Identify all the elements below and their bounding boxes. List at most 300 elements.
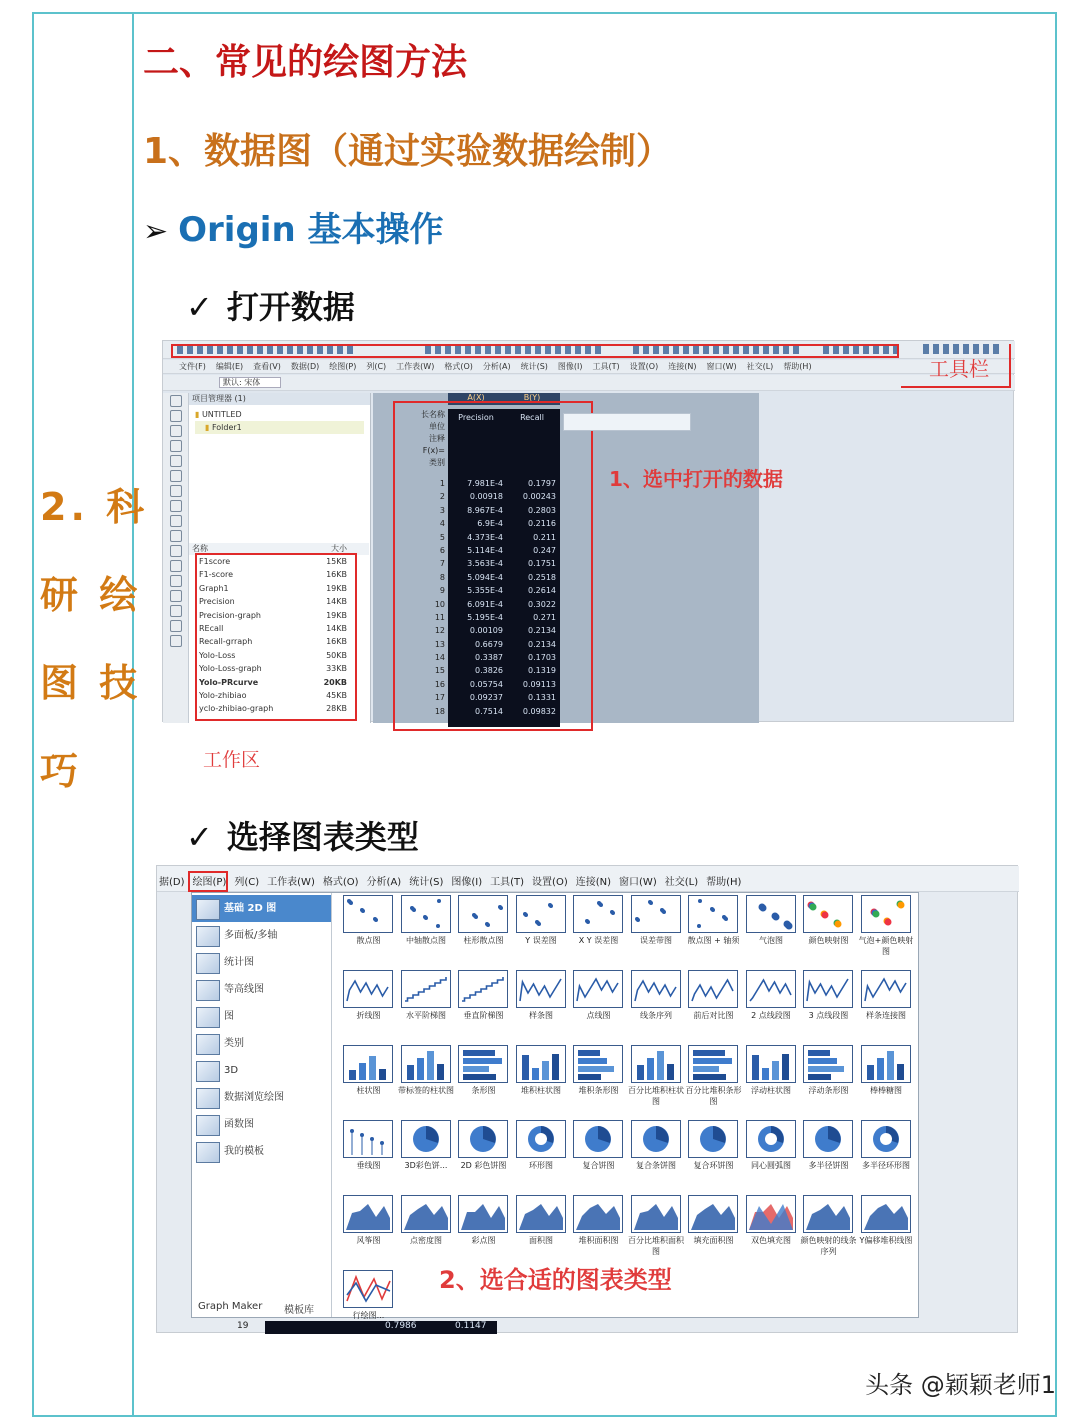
chart-type-14[interactable]	[513, 968, 570, 1038]
draw-data-icon[interactable]	[170, 500, 182, 512]
chart-thumbnail	[516, 1045, 566, 1083]
attribute-label: F(x)=	[422, 446, 445, 455]
chart-type-label: 面积图	[529, 1236, 553, 1245]
side-title-line: 研 绘	[40, 573, 142, 617]
chart-type-label: 前后对比图	[693, 1011, 734, 1020]
cell-precision: 0.00109	[469, 626, 503, 636]
col-name: 名称	[192, 544, 208, 553]
data-selector-icon[interactable]	[170, 470, 182, 482]
chart-thumbnail	[516, 970, 566, 1008]
chart-thumbnail	[803, 1120, 853, 1158]
chart-type-label: 样条图	[529, 1011, 553, 1020]
template-library-button[interactable]: 模板库	[284, 1305, 314, 1316]
chart-type-label: 浮动条形图	[808, 1086, 849, 1095]
row-number: 2	[439, 492, 445, 502]
chart-type-23[interactable]	[455, 1043, 512, 1113]
chart-type-label: 百分比堆积面积图	[628, 1236, 684, 1256]
side-title-line: 2. 科	[40, 485, 149, 529]
chart-type-label: 误差带图	[640, 936, 672, 945]
chart-thumbnail	[343, 895, 393, 933]
chart-type-label: 条形图	[471, 1086, 496, 1095]
chart-type-20[interactable]	[858, 968, 915, 1038]
menu-item[interactable]: 列(C)	[366, 362, 387, 371]
chart-type-label: 堆积条形图	[578, 1086, 619, 1095]
workspace-label: 工作区	[203, 749, 261, 771]
file-name: Precision-graph	[199, 610, 261, 620]
side-title-line: 图 技	[40, 661, 142, 705]
cell-recall: 0.2614	[528, 586, 556, 596]
menu-item[interactable]: 分析(A)	[482, 362, 511, 371]
chart-type-41[interactable]	[340, 1193, 397, 1263]
chart-type-label: 垂直阶梯图	[463, 1011, 504, 1020]
menu-item[interactable]: 数据(D)	[290, 362, 320, 371]
heading-origin	[143, 202, 444, 251]
tree-root-label: UNTITLED	[201, 410, 242, 419]
chart-type-8[interactable]	[743, 893, 800, 963]
chart-thumbnail	[573, 895, 623, 933]
chart-type-label: 多半径饼图	[808, 1161, 849, 1170]
category-list	[192, 895, 331, 1165]
long-name-b: Recall	[520, 413, 544, 422]
chart-thumbnail	[803, 970, 853, 1008]
chart-type-32[interactable]	[398, 1118, 455, 1188]
chart-type-label: 散点图	[356, 936, 381, 945]
step-choose-chart-text: 选择图表类型	[226, 818, 419, 856]
cell-precision: 7.981E-4	[467, 479, 503, 488]
file-size: 14KB	[326, 623, 347, 633]
annotation-choose-chart: 2、选合适的图表类型	[439, 1266, 672, 1294]
cell-recall: 0.2134	[528, 639, 556, 649]
folder-icon: ▮	[195, 410, 200, 419]
rect-tool-icon[interactable]	[170, 560, 182, 572]
file-size: 50KB	[326, 650, 347, 660]
chart-type-label: 彩点图	[471, 1236, 496, 1245]
menu-item[interactable]: 窗口(W)	[706, 362, 737, 371]
chart-type-label: 同心圆弧图	[751, 1161, 791, 1170]
attribute-label: 类别	[429, 458, 445, 467]
chart-type-4[interactable]	[513, 893, 570, 963]
chart-type-19[interactable]	[800, 968, 857, 1038]
chart-thumbnail	[688, 1195, 738, 1233]
file-size: 33KB	[326, 664, 347, 674]
row-number: 14	[434, 653, 445, 663]
chart-thumbnail	[458, 895, 508, 933]
file-size: 28KB	[326, 704, 347, 714]
menu-bar	[157, 866, 1019, 892]
legend-icon[interactable]	[170, 605, 182, 617]
chart-type-26[interactable]	[628, 1043, 685, 1113]
chart-type-43[interactable]	[455, 1193, 512, 1263]
chart-type-25[interactable]	[570, 1043, 627, 1113]
chart-type-3[interactable]	[455, 893, 512, 963]
row-value-b: 0.1147	[455, 1321, 487, 1331]
annotation-icon[interactable]	[170, 590, 182, 602]
chart-thumbnail	[458, 1195, 508, 1233]
row-number: 13	[434, 639, 445, 649]
lock-icon[interactable]	[170, 635, 182, 647]
row-number: 4	[439, 519, 445, 529]
chart-type-label: 散点图 + 轴须	[687, 936, 740, 945]
chart-type-45[interactable]	[570, 1193, 627, 1263]
file-name: REcall	[199, 623, 224, 633]
menu-item[interactable]: 工作表(W)	[267, 877, 315, 888]
line-tool-icon[interactable]	[170, 545, 182, 557]
chart-type-label: 浮动柱状图	[751, 1086, 791, 1095]
file-name: Yolo-Loss	[199, 650, 236, 660]
column-header-b[interactable]: B(Y)	[523, 393, 541, 402]
text-icon[interactable]	[170, 515, 182, 527]
chart-type-22[interactable]	[398, 1043, 455, 1113]
chart-type-18[interactable]	[743, 968, 800, 1038]
menu-item[interactable]: 文件(F)	[179, 362, 206, 371]
data-reader-icon[interactable]	[170, 455, 182, 467]
menu-bar	[163, 360, 1015, 374]
menu-item[interactable]: 帮助(H)	[783, 362, 812, 371]
cell-precision: 6.9E-4	[477, 519, 503, 529]
row-number: 3	[439, 505, 445, 515]
chart-type-35[interactable]	[570, 1118, 627, 1188]
cell-recall: 0.09832	[522, 706, 556, 716]
chart-type-10[interactable]	[858, 893, 915, 963]
chart-type-29[interactable]	[800, 1043, 857, 1113]
mini-toolbar[interactable]	[563, 413, 691, 431]
chart-type-5[interactable]	[570, 893, 627, 963]
workspace-highlight	[195, 553, 357, 721]
file-size: 19KB	[326, 610, 347, 620]
row-number: 9	[439, 586, 445, 596]
scroll-icon[interactable]	[170, 440, 182, 452]
chart-type-16[interactable]	[628, 968, 685, 1038]
menu-item[interactable]: 连接(N)	[668, 362, 697, 371]
cell-recall: 0.00243	[522, 492, 556, 502]
chart-type-50[interactable]	[858, 1193, 915, 1263]
menu-item[interactable]: 分析(A)	[366, 877, 402, 888]
chart-type-6[interactable]	[628, 893, 685, 963]
chart-thumbnail	[343, 970, 393, 1008]
category-item[interactable]: 基础 2D 图	[192, 895, 331, 922]
cell-recall: 0.1319	[528, 666, 556, 676]
heading-section: 二、常见的绘图方法	[143, 42, 468, 83]
side-title	[34, 14, 149, 1415]
tree-root[interactable]	[195, 408, 364, 421]
chart-type-44[interactable]	[513, 1193, 570, 1263]
origin-workspace-screenshot	[162, 340, 1014, 771]
chart-type-36[interactable]	[628, 1118, 685, 1188]
step-choose-chart	[186, 812, 419, 858]
cell-precision: 5.355E-4	[467, 586, 503, 596]
chart-thumbnail	[631, 895, 681, 933]
chart-thumbnail	[631, 970, 681, 1008]
chart-thumbnail	[516, 1120, 566, 1158]
chart-thumbnail	[631, 1195, 681, 1233]
cell-precision: 6.091E-4	[467, 599, 503, 609]
chart-type-label: Y 误差图	[525, 936, 557, 945]
long-name-a: Precision	[458, 413, 494, 422]
chart-type-12[interactable]	[398, 968, 455, 1038]
chart-type-13[interactable]	[455, 968, 512, 1038]
region-icon[interactable]	[170, 575, 182, 587]
chart-type-47[interactable]	[685, 1193, 742, 1263]
chart-type-label: 颜色映射的线条序列	[800, 1236, 857, 1256]
menu-item[interactable]: 图像(I)	[557, 362, 583, 371]
graph-maker-button[interactable]: Graph Maker	[198, 1301, 263, 1312]
annotation-select-data: 1、选中打开的数据	[609, 467, 783, 491]
chart-thumbnail	[746, 1045, 796, 1083]
file-name: F1-score	[199, 570, 234, 580]
data-highlight	[393, 401, 593, 731]
cell-precision: 0.3826	[475, 666, 503, 676]
chart-thumbnail	[746, 1195, 796, 1233]
menu-item[interactable]: 查看(V)	[253, 362, 281, 371]
menu-item[interactable]: 窗口(W)	[619, 877, 657, 888]
menu-item[interactable]: 图像(I)	[451, 877, 483, 888]
chart-thumbnail	[861, 970, 911, 1008]
cell-recall: 0.1797	[528, 479, 556, 488]
chart-thumbnail	[401, 970, 451, 1008]
arrow-tool-icon[interactable]	[170, 530, 182, 542]
category-item[interactable]: 多面板/多轴	[192, 922, 331, 949]
cell-recall: 0.2134	[528, 626, 556, 636]
cell-precision: 5.195E-4	[467, 612, 503, 622]
chart-type-15[interactable]	[570, 968, 627, 1038]
plot-menu-screenshot	[156, 865, 1018, 1333]
chart-type-label: 填充面积图	[693, 1236, 734, 1245]
chart-thumbnail	[401, 895, 451, 933]
row-number: 10	[434, 599, 445, 609]
chart-thumbnail	[343, 1195, 393, 1233]
cell-recall: 0.1331	[528, 693, 556, 703]
cell-precision: 4.373E-4	[467, 532, 503, 542]
chart-type-label: 3 点线段图	[808, 1011, 849, 1020]
heading-origin-text: Origin 基本操作	[178, 210, 444, 250]
project-manager	[189, 393, 371, 771]
zoom-icon[interactable]	[170, 410, 182, 422]
row-number: 18	[434, 706, 445, 716]
chart-type-24[interactable]	[513, 1043, 570, 1113]
chart-thumbnail	[746, 895, 796, 933]
chart-type-2[interactable]	[398, 893, 455, 963]
cell-recall: 0.1703	[528, 653, 556, 663]
chart-type-label: 2D 彩色饼图	[460, 1161, 507, 1170]
file-name: F1score	[199, 557, 231, 566]
pointer-icon[interactable]	[170, 395, 182, 407]
chart-type-28[interactable]	[743, 1043, 800, 1113]
chart-type-7[interactable]	[685, 893, 742, 963]
menu-item[interactable]: 工作表(W)	[396, 362, 435, 371]
chart-thumbnail	[458, 1120, 508, 1158]
category-item[interactable]: 我的模板	[192, 1138, 331, 1165]
col-size: 大小	[331, 544, 347, 553]
layer-icon[interactable]	[170, 620, 182, 632]
cell-recall: 0.271	[533, 612, 556, 622]
file-size: 45KB	[326, 690, 347, 700]
chart-type-label: 风筝图	[356, 1236, 381, 1245]
step-open-data	[186, 282, 355, 328]
bottom-data-row	[237, 1321, 497, 1334]
menu-item[interactable]: 格式(O)	[444, 362, 473, 371]
cell-precision: 0.7514	[475, 706, 503, 716]
row-number: 6	[439, 545, 445, 555]
chart-type-21[interactable]	[340, 1043, 397, 1113]
project-manager-title: 项目管理器 (1)	[189, 393, 370, 405]
file-name: yclo-zhibiao-graph	[199, 704, 274, 714]
toolbar-label: 工具栏	[929, 357, 989, 381]
menu-item[interactable]: 社交(L)	[746, 362, 774, 371]
plot-gallery	[191, 892, 919, 1318]
menu-item[interactable]: 绘图(P)	[192, 877, 227, 888]
row-number: 12	[434, 626, 445, 636]
file-name: Yolo-PRcurve	[199, 677, 259, 687]
menu-item[interactable]: 格式(O)	[322, 877, 359, 888]
row-number: 17	[434, 693, 445, 703]
cell-precision: 0.09237	[469, 693, 503, 703]
chart-type-label: 颜色映射图	[808, 936, 849, 945]
chart-type-label: 环形图	[529, 1161, 553, 1170]
chart-type-label: X Y 误差图	[578, 936, 619, 945]
column-header-a[interactable]: A(X)	[467, 393, 485, 402]
side-title-line: 巧	[40, 749, 83, 793]
chart-type-label: 复合饼图	[582, 1161, 615, 1170]
chart-thumbnail	[573, 1120, 623, 1158]
format-toolbar	[163, 375, 1015, 391]
menu-item[interactable]: 据(D)	[159, 877, 185, 888]
chart-thumbnail	[516, 895, 566, 933]
chart-type-label: 气泡图	[759, 936, 783, 945]
chart-type-38[interactable]	[743, 1118, 800, 1188]
chart-type-label: 复合条饼图	[636, 1161, 676, 1170]
file-size: 16KB	[326, 637, 347, 647]
chart-type-label: 棒棒糖图	[870, 1086, 902, 1095]
folder-icon: ▮	[205, 423, 210, 432]
chart-type-label: 气泡+颜色映射图	[858, 936, 914, 956]
chart-type-label: 复合环饼图	[693, 1161, 734, 1170]
cell-recall: 0.2518	[528, 572, 556, 582]
menu-item[interactable]: 统计(S)	[409, 877, 444, 888]
chart-type-40[interactable]	[858, 1118, 915, 1188]
chart-type-label: 柱状图	[356, 1086, 381, 1095]
menu-item[interactable]: 帮助(H)	[706, 877, 742, 888]
chart-type-label: 点密度图	[410, 1236, 442, 1245]
chart-type-34[interactable]	[513, 1118, 570, 1188]
attribute-label: 长名称	[421, 410, 445, 419]
menu-item[interactable]: 绘图(P)	[329, 362, 357, 371]
font-box[interactable]: 默认: 宋体	[219, 377, 281, 388]
menu-item[interactable]: 编辑(E)	[215, 362, 244, 371]
cell-precision: 3.563E-4	[467, 559, 503, 569]
tree-folder[interactable]	[195, 421, 364, 434]
chart-type-49[interactable]	[800, 1193, 857, 1263]
file-name: Yolo-zhibiao	[199, 690, 247, 700]
chart-type-30[interactable]	[858, 1043, 915, 1113]
tree-folder-label: Folder1	[211, 423, 242, 432]
chart-type-27[interactable]	[685, 1043, 742, 1113]
chart-type-11[interactable]	[340, 968, 397, 1038]
chart-thumbnail	[803, 1195, 853, 1233]
check-icon: ✓	[186, 818, 213, 856]
zoom-icon[interactable]	[170, 425, 182, 437]
menu-item[interactable]: 连接(N)	[575, 877, 612, 888]
chart-type-label: 多半径环形图	[862, 1161, 910, 1170]
chart-type-1[interactable]	[340, 893, 397, 963]
cell-precision: 0.3387	[475, 653, 503, 663]
category-item[interactable]: 3D	[192, 1057, 331, 1084]
chart-type-46[interactable]	[628, 1193, 685, 1263]
menu-item[interactable]: 设置(O)	[532, 877, 568, 888]
chart-type-label: 百分比堆积柱状图	[628, 1086, 684, 1106]
cell-recall: 0.3022	[528, 599, 556, 609]
chart-type-label: 水平阶梯图	[406, 1011, 446, 1020]
menu-item[interactable]: 设置(O)	[629, 362, 659, 371]
chart-type-48[interactable]	[743, 1193, 800, 1263]
category-item[interactable]: 等高线图	[192, 976, 331, 1003]
chart-type-label: 折线图	[356, 1011, 381, 1020]
cell-precision: 0.6679	[475, 639, 503, 649]
chart-type-label: 中轴散点图	[406, 936, 446, 945]
chart-type-33[interactable]	[455, 1118, 512, 1188]
chart-thumbnail	[688, 895, 738, 933]
chart-thumbnail	[688, 1045, 738, 1083]
chart-type-label: 行绘图...	[352, 1311, 385, 1320]
chart-type-42[interactable]	[398, 1193, 455, 1263]
menu-item[interactable]: 工具(T)	[490, 877, 525, 888]
chart-thumbnail	[343, 1045, 393, 1083]
project-tree	[189, 405, 370, 437]
category-item[interactable]: 数据浏览绘图	[192, 1084, 331, 1111]
chart-type-9[interactable]	[800, 893, 857, 963]
file-size: 16KB	[326, 570, 347, 580]
toolbar-highlight	[171, 344, 899, 358]
category-item[interactable]: 图	[192, 1003, 331, 1030]
row-number: 5	[439, 532, 445, 542]
row-number: 15	[434, 666, 445, 676]
chart-type-label: 3D彩色饼...	[404, 1161, 448, 1170]
chart-type-label: 2 点线段图	[751, 1011, 791, 1020]
chart-thumbnail	[401, 1045, 451, 1083]
cell-recall: 0.09113	[522, 679, 556, 689]
cell-precision: 5.114E-4	[467, 545, 503, 555]
menu-item[interactable]: 工具(T)	[592, 362, 620, 371]
menu-item[interactable]: 列(C)	[234, 877, 260, 888]
row-number: 19	[237, 1321, 249, 1331]
mask-icon[interactable]	[170, 485, 182, 497]
category-item[interactable]: 函数图	[192, 1111, 331, 1138]
watermark: 头条 @颖颖老师1	[865, 1371, 1056, 1399]
cell-precision: 5.094E-4	[467, 572, 503, 582]
chart-type-37[interactable]	[685, 1118, 742, 1188]
chart-thumbnail	[573, 1045, 623, 1083]
chart-type-39[interactable]	[800, 1118, 857, 1188]
chart-thumbnail	[861, 1045, 911, 1083]
chart-thumbnail	[401, 1120, 451, 1158]
menu-item[interactable]: 社交(L)	[664, 877, 699, 888]
chart-thumbnail	[861, 1120, 911, 1158]
menu-item[interactable]: 统计(S)	[520, 362, 548, 371]
row-number: 1	[439, 479, 445, 488]
chart-thumbnail	[401, 1195, 451, 1233]
category-item[interactable]: 类别	[192, 1030, 331, 1057]
chart-type-17[interactable]	[685, 968, 742, 1038]
cell-recall: 0.1751	[528, 559, 556, 569]
category-item[interactable]: 统计图	[192, 949, 331, 976]
chart-thumbnail	[861, 1195, 911, 1233]
arrow-icon: ➢	[143, 214, 169, 249]
chart-type-label: 样条连接图	[866, 1011, 906, 1020]
chart-thumbnail	[803, 1045, 853, 1083]
chart-thumbnail	[631, 1045, 681, 1083]
chart-type-31[interactable]	[340, 1118, 397, 1188]
chart-thumbnail	[688, 970, 738, 1008]
row-value-a: 0.7986	[385, 1321, 417, 1331]
